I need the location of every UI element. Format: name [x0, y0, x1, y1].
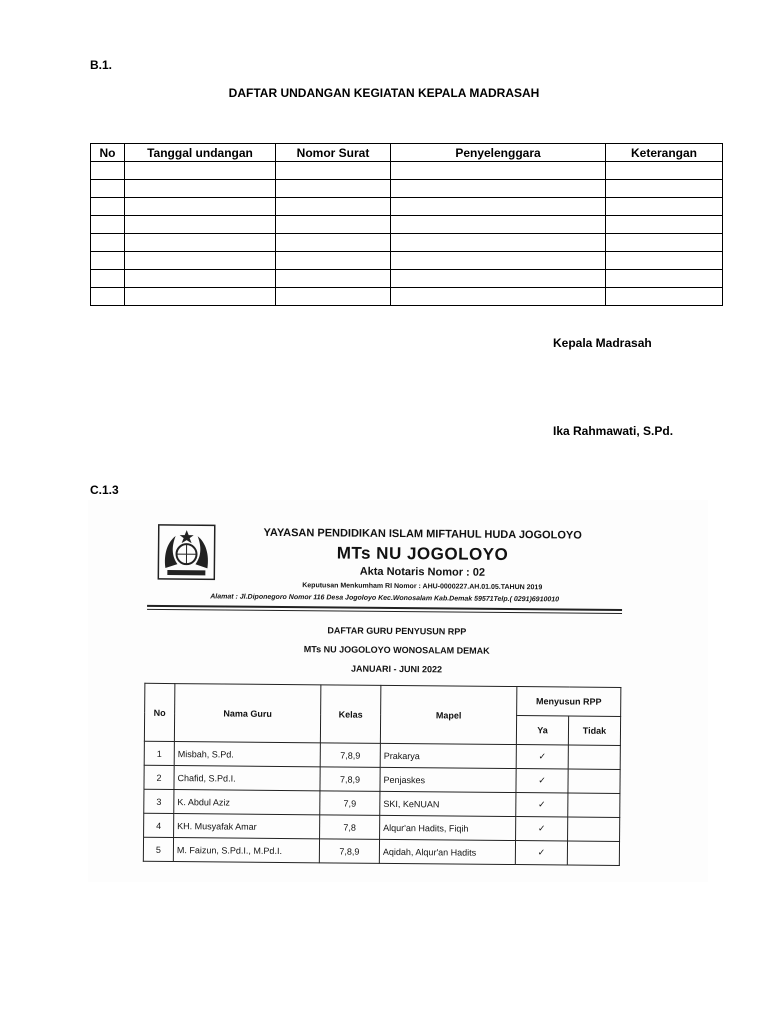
cell-mapel: Alqur'an Hadits, Fiqih — [380, 815, 516, 840]
foundation-name: YAYASAN PENDIDIKAN ISLAM MIFTAHUL HUDA JOGOLOYO — [263, 526, 582, 542]
cell-nama: Misbah, S.Pd. — [174, 742, 320, 767]
col-header-tanggal: Tanggal undangan — [125, 144, 276, 162]
page-title: DAFTAR UNDANGAN KEGIATAN KEPALA MADRASAH — [228, 86, 540, 100]
cell-tidak — [568, 769, 620, 793]
doc-title-2: MTs NU JOGOLOYO WONOSALAM DEMAK — [303, 644, 490, 656]
cell-tidak — [568, 817, 620, 841]
cell-nama: M. Faizun, S.Pd.I., M.Pd.I. — [173, 838, 319, 863]
cell-tidak — [568, 793, 620, 817]
school-address: Alamat : Jl.Diponegoro Nomor 116 Desa Jogoloyo Kec.Wonosalam Kab.Demak 59571Telp.( 0291)6910010 — [210, 593, 560, 604]
check-icon: ✓ — [516, 793, 568, 817]
cell-tidak — [568, 745, 620, 769]
section-label-c13: C.1.3 — [90, 483, 119, 497]
school-logo-icon — [157, 524, 215, 581]
invitation-table — [90, 143, 723, 306]
notary-deed: Akta Notaris Nomor : 02 — [359, 565, 486, 579]
rpp-header-row — [145, 683, 621, 716]
cell-kelas: 7,8,9 — [320, 743, 380, 768]
school-name: MTs NU JOGOLOYO — [336, 543, 509, 564]
cell-tidak — [567, 841, 619, 865]
check-icon: ✓ — [516, 745, 568, 769]
check-icon: ✓ — [515, 841, 567, 865]
scanned-document — [88, 500, 708, 882]
rpp-col-mapel: Mapel — [380, 685, 517, 744]
check-icon: ✓ — [516, 817, 568, 841]
cell-kelas: 7,9 — [320, 791, 380, 816]
cell-no: 4 — [144, 813, 174, 837]
col-header-no: No — [91, 144, 125, 162]
cell-kelas: 7,8,9 — [320, 767, 380, 792]
signature-role: Kepala Madrasah — [553, 336, 652, 350]
table-row — [91, 288, 723, 306]
cell-nama: KH. Musyafak Amar — [174, 814, 320, 839]
cell-kelas: 7,8,9 — [319, 839, 379, 864]
cell-no: 3 — [144, 789, 174, 813]
signature-name: Ika Rahmawati, S.Pd. — [553, 424, 674, 438]
col-header-penyelenggara: Penyelenggara — [391, 144, 606, 162]
section-label-b1: B.1. — [90, 58, 113, 72]
cell-nama: Chafid, S.Pd.I. — [174, 766, 320, 791]
cell-mapel: Prakarya — [380, 743, 516, 768]
rpp-teacher-table — [143, 683, 622, 866]
cell-mapel: Aqidah, Alqur'an Hadits — [379, 839, 515, 864]
rpp-col-tidak: Tidak — [568, 716, 620, 745]
col-header-nomor-surat: Nomor Surat — [276, 144, 391, 162]
table-row — [143, 837, 619, 865]
table-row — [91, 252, 723, 270]
table-row — [91, 198, 723, 216]
cell-no: 5 — [143, 837, 173, 861]
table-header-row — [91, 144, 723, 162]
check-icon: ✓ — [516, 769, 568, 793]
cell-nama: K. Abdul Aziz — [174, 790, 320, 815]
rpp-col-nama: Nama Guru — [174, 684, 321, 743]
cell-kelas: 7,8 — [320, 815, 380, 840]
doc-title-3: JANUARI - JUNI 2022 — [350, 663, 443, 675]
rpp-col-ya: Ya — [516, 716, 568, 745]
cell-no: 2 — [144, 765, 174, 789]
rpp-col-kelas: Kelas — [320, 685, 381, 744]
cell-no: 1 — [144, 741, 174, 765]
table-row — [91, 270, 723, 288]
col-header-keterangan: Keterangan — [606, 144, 723, 162]
cell-mapel: SKI, KeNUAN — [380, 791, 516, 816]
table-row — [91, 216, 723, 234]
rpp-col-menyusun: Menyusun RPP — [517, 687, 621, 717]
table-row — [91, 180, 723, 198]
table-row — [91, 234, 723, 252]
cell-mapel: Penjaskes — [380, 767, 516, 792]
table-row — [91, 162, 723, 180]
decree-number: Keputusan Menkumham RI Nomor : AHU-0000227.AH.01.05.TAHUN 2019 — [302, 582, 543, 592]
doc-title-1: DAFTAR GURU PENYUSUN RPP — [327, 625, 467, 637]
rpp-col-no: No — [144, 683, 175, 741]
